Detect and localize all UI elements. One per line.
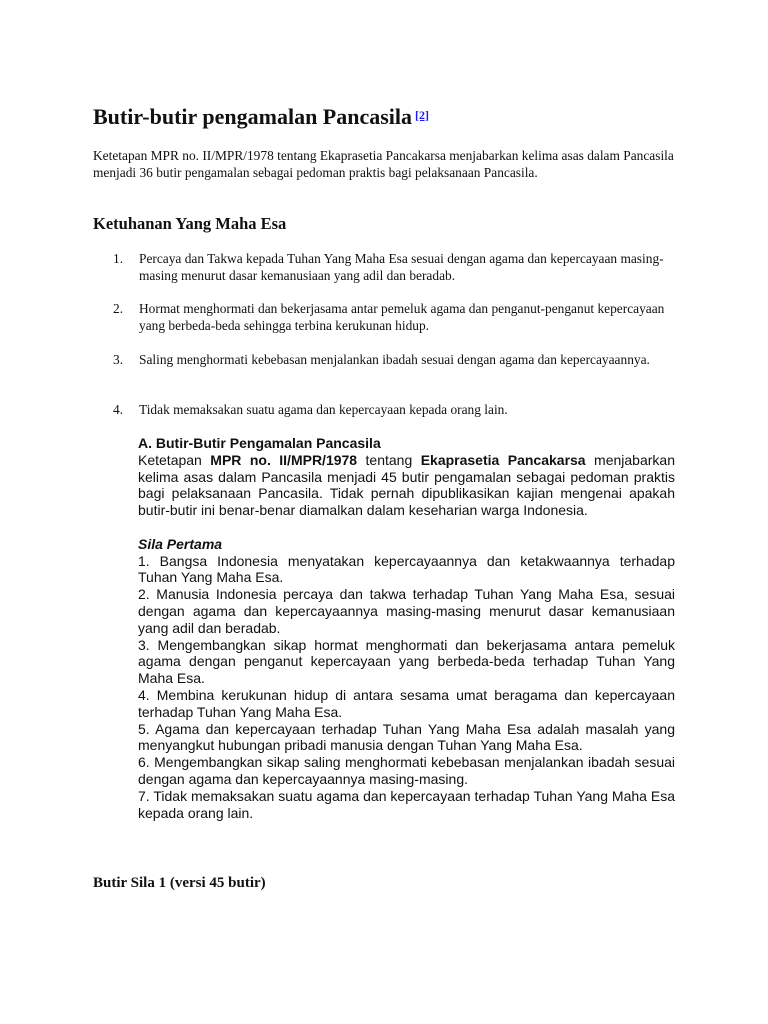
decree-reference: MPR no. II/MPR/1978	[210, 451, 358, 468]
numbered-list-item	[113, 352, 693, 369]
list-item-text: Saling menghormati kebebasan menjalankan ibadah sesuai dengan agama dan kepercayaannya.	[139, 352, 650, 367]
list-item-number: 1.	[113, 251, 124, 266]
reference-superscript	[415, 108, 429, 122]
page-title	[93, 103, 429, 131]
butir-sila-heading: Butir Sila 1 (versi 45 butir)	[93, 875, 266, 891]
sila-pertama-list	[138, 553, 675, 822]
numbered-list-item	[113, 251, 693, 284]
sila-item: 6. Mengembangkan sikap saling menghormati kebebasan menjalankan ibadah sesuai dengan agama dan kepercayaannya masing-masing.	[138, 754, 675, 787]
reference-link[interactable]: [2]	[415, 108, 430, 122]
sila-item: 1. Bangsa Indonesia menyatakan kepercayaannya dan ketakwaannya terhadap Tuhan Yang Maha Esa.	[138, 552, 675, 586]
section-heading: Ketuhanan Yang Maha Esa	[93, 214, 287, 233]
section-a-paragraph	[138, 452, 675, 519]
numbered-list-item	[113, 301, 693, 334]
paragraph-text: menjabarkan kelima asas dalam Pancasila menjadi 45 butir pengamalan sebagai pedoman praktis bagi pelaksanaan Pancasila. Tidak pernah dipublikasikan kajian mengenai apakah butir-butir ini benar-benar diamalkan dalam keseharian warga Indonesia.	[138, 451, 675, 519]
pancasila-section-a	[138, 435, 675, 821]
numbered-list-item	[113, 402, 693, 419]
list-item-text: Tidak memaksakan suatu agama dan kepercayaan kepada orang lain.	[139, 402, 508, 417]
paragraph-text: tentang	[357, 451, 421, 468]
sila-item: 4. Membina kerukunan hidup di antara sesama umat beragama dan kepercayaan terhadap Tuhan Yang Maha Esa.	[138, 686, 675, 720]
list-item-number: 2.	[113, 301, 124, 316]
list-item-text: Percaya dan Takwa kepada Tuhan Yang Maha Esa sesuai dengan agama dan kepercayaan masing-masing menurut dasar kemanusiaan yang adil dan beradab.	[139, 251, 664, 283]
sila-item: 3. Mengembangkan sikap hormat menghormati dan bekerjasama antara pemeluk agama dengan penganut kepercayaan yang berbeda-beda terhadap Tuhan Yang Maha Esa.	[138, 636, 675, 687]
sila-item: 7. Tidak memaksakan suatu agama dan kepercayaan terhadap Tuhan Yang Maha Esa kepada orang lain.	[138, 787, 675, 821]
list-item-text: Hormat menghormati dan bekerjasama antar pemeluk agama dan penganut-penganut kepercayaan yang berbeda-beda sehingga terbina kerukunan hidup.	[139, 301, 665, 333]
decree-name: Ekaprasetia Pancakarsa	[420, 451, 586, 468]
sila-item: 5. Agama dan kepercayaan terhadap Tuhan Yang Maha Esa adalah masalah yang menyangkut hubungan pribadi manusia dengan Tuhan Yang Maha Esa.	[138, 720, 675, 754]
list-item-number: 3.	[113, 352, 124, 367]
page-title-text: Butir-butir pengamalan Pancasila	[93, 104, 413, 129]
list-item-number: 4.	[113, 402, 124, 417]
sila-pertama-title: Sila Pertama	[138, 535, 223, 552]
sila-item: 2. Manusia Indonesia percaya dan takwa terhadap Tuhan Yang Maha Esa, sesuai dengan agama dan kepercayaannya masing-masing menurut dasar kemanusiaan yang adil dan beradab.	[138, 586, 675, 636]
intro-paragraph: Ketetapan MPR no. II/MPR/1978 tentang Ekaprasetia Pancakarsa menjabarkan kelima asas dalam Pancasila menjadi 36 butir pengamalan sebagai pedoman praktis bagi pelaksanaan Pancasila.	[93, 148, 674, 180]
paragraph-text: Ketetapan	[138, 451, 211, 468]
section-a-headline: A. Butir-Butir Pengamalan Pancasila	[138, 435, 381, 451]
